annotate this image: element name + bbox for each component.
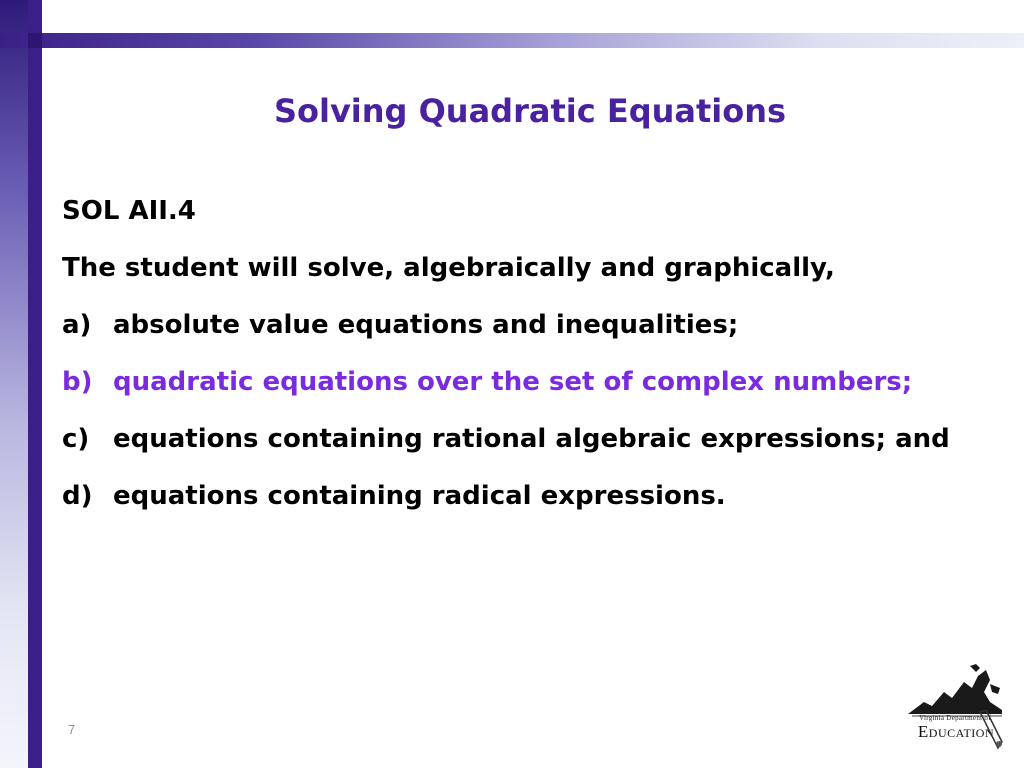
page-number: 7: [68, 722, 76, 737]
objective-list: [62, 302, 962, 519]
list-marker: b): [62, 367, 93, 397]
list-item-text: equations containing rational algebraic expressions; and: [113, 424, 950, 454]
list-marker: d): [62, 481, 93, 511]
list-marker: c): [62, 424, 90, 454]
vdoe-logo: [906, 662, 1006, 752]
list-item-b: [62, 359, 962, 405]
pencil-icon: [976, 710, 1006, 750]
list-item-d: [62, 473, 962, 519]
intro-sentence: The student will solve, algebraically and graphically,: [62, 253, 835, 283]
logo-line-1: Virginia Department of: [919, 714, 991, 722]
top-horizontal-bar: [0, 33, 1024, 48]
left-vertical-bar: [28, 0, 42, 768]
slide-body: [62, 188, 962, 530]
list-item-text: equations containing radical expressions.: [113, 481, 726, 511]
left-gradient-stripe: [0, 0, 28, 768]
sol-label: SOL AII.4: [62, 196, 196, 226]
list-marker: a): [62, 310, 92, 340]
logo-line-2: Education: [917, 722, 995, 741]
list-item-text: absolute value equations and inequalities;: [113, 310, 739, 340]
list-item-text: quadratic equations over the set of complex numbers;: [113, 367, 913, 397]
slide-title: Solving Quadratic Equations: [273, 92, 787, 130]
bar-intersection: [28, 33, 42, 48]
list-item-c: [62, 416, 962, 462]
list-item-a: [62, 302, 962, 348]
